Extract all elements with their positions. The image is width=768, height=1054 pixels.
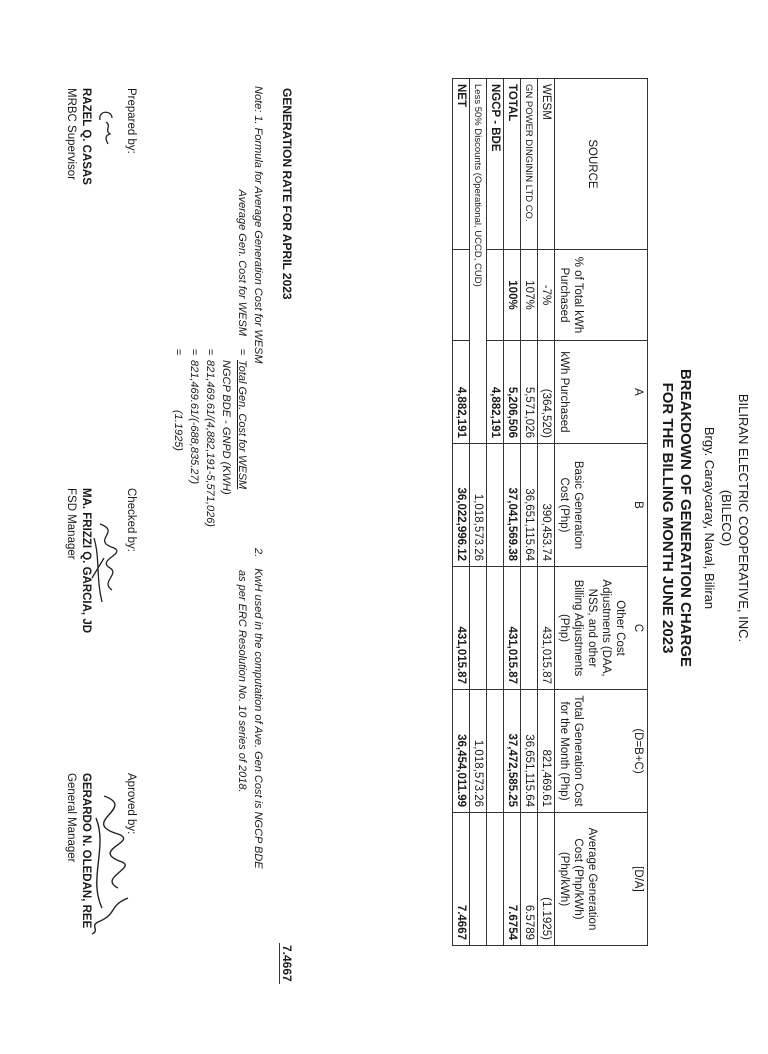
formula-result: (1.1925) (172, 410, 184, 451)
header-other: Other Cost Adjustments (DAA, NSS, and other Billing Adjustments (Php) (555, 567, 630, 690)
formula-step-1: 821,469.61/(4,882,191-5,571,026) (204, 360, 216, 527)
prepared-by-title: MRBC Supervisor (65, 88, 77, 181)
table-row-ngcp-bde: NGCP - BDE 4,882,191 (487, 79, 504, 946)
checked-by-name: MA. FRIZZI Q. GARCIA, JD (80, 488, 92, 634)
generation-rate-label: GENERATION RATE FOR APRIL 2023 (280, 88, 294, 300)
header-avg: Average Generation Cost (Php/kWh) (Php/kWh) (555, 813, 630, 946)
generation-charge-table (452, 78, 648, 946)
letter-a: A (629, 341, 648, 444)
prepared-by-name: RAZEL Q. CASAS (80, 88, 92, 185)
table-row-gnpower: GN POWER DINGININ LTD CO. 107% 5,571,026 36,651,115.64 36,651,115.64 6.5789 (521, 79, 538, 946)
note-1-title: Note: 1. Formula for Average Generation Cost for WESM (252, 86, 264, 364)
document-page (18, 8, 758, 1028)
checked-by-signature (86, 518, 130, 608)
column-header-row (555, 79, 630, 946)
company-address: Brgy. Caraycaray, Naval, Biliran (702, 426, 717, 610)
header-pct: % of Total kWh Purchased (555, 250, 630, 341)
table-row-total: TOTAL 100% 5,206,506 37,041,569.38 431,015.87 37,472,585.25 7.6754 (504, 79, 521, 946)
formula-lhs: Average Gen. Cost for WESM (236, 189, 248, 336)
checked-by-label: Checked by: (125, 488, 137, 552)
letter-e: [D/A] (629, 813, 648, 946)
checked-by-title: FSD Manager (65, 488, 77, 560)
table-row-less-discounts: Less 50% Discounts (Operational, UCCD, CUD) 1,018,573.26 1,018,573.26 (470, 79, 487, 946)
note-1: Note: 1. Formula for Average Generation Cost for WESM Average Gen. Cost for WESM = Total Gen. Cost for WESM NGCP BDE - GNPD (KWH) = 821,469.61/(4,882,191-5,571,026) = 821,469.61/(-688,835.27) = (1.1925) (170, 86, 266, 646)
document-subtitle: FOR THE BILLING MONTH JUNE 2023 (659, 382, 676, 654)
formula-numerator: Total Gen. Cost for WESM (236, 360, 248, 490)
prepared-by-label: Prepared by: (125, 88, 137, 154)
formula-step-2: 821,469.61/(-688,835.27) (188, 360, 200, 485)
prepared-by-signature (92, 108, 118, 148)
header-basic: Basic Generation Cost (Php) (555, 444, 630, 567)
formula-denominator: NGCP BDE - GNPD (KWH) (220, 360, 232, 495)
approved-by-name: GERARDO N. OLEDAN, REE (80, 773, 92, 929)
header-source: SOURCE (555, 79, 630, 250)
approved-by-title: General Manager (65, 773, 77, 863)
approved-by-signature (68, 788, 148, 938)
header-total: Total Generation Cost for the Month (Php) (555, 690, 630, 813)
letter-d: (D=B+C) (629, 690, 648, 813)
table-row-net: NET 4,882,191 36,022,996.12 431,015.87 36,454,011.99 7.4667 (453, 79, 470, 946)
company-name: BILIRAN ELECTRIC COOPERATIVE, INC. (736, 393, 751, 643)
column-letter-row (629, 79, 648, 946)
document-title: BREAKDOWN OF GENERATION CHARGE (677, 368, 694, 668)
company-acronym: (BILECO) (719, 489, 734, 547)
generation-rate-value: 7.4667 (280, 945, 294, 982)
letter-c: C (629, 567, 648, 690)
note-2: 2. KwH used in the computation of Ave. Gen Cost is NGCP BDE as per ERC Resolution No. 10 series of 2018. (236, 548, 264, 869)
approved-by-label: Aproved by: (125, 773, 137, 835)
letter-b: B (629, 444, 648, 567)
table-row-wesm: WESM -7% (364,520) 390,453.74 431,015.87 821,469.61 (1.1925) (538, 79, 555, 946)
header-kwh: kWh Purchased (555, 341, 630, 444)
